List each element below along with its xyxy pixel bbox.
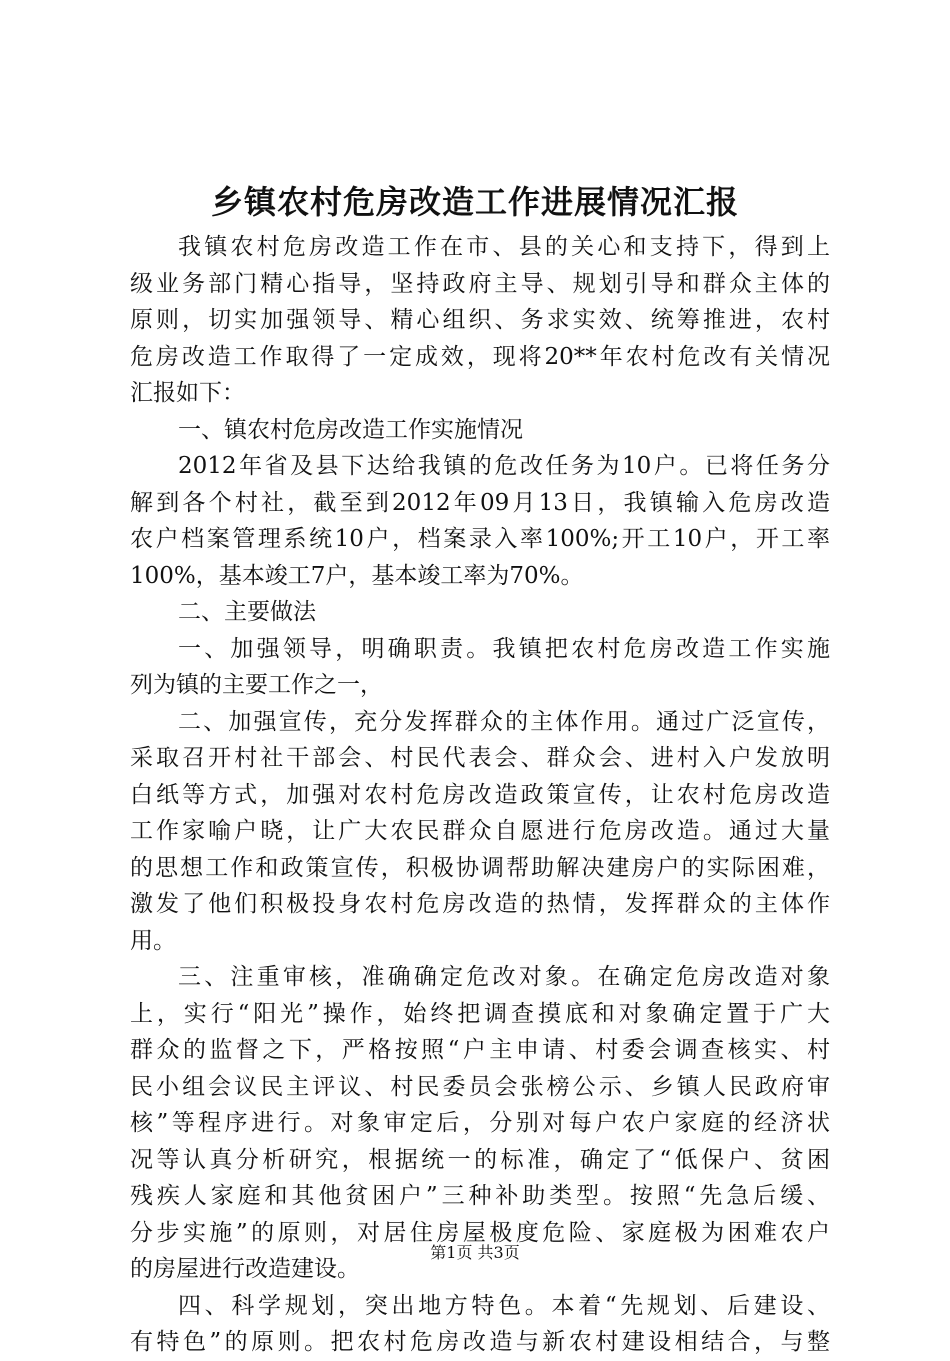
paragraph-line: 原则，切实加强领导、精心组织、务求实效、统筹推进，农村	[130, 307, 830, 333]
paragraph-line: 解到各个村社，截至到2012年09月13日，我镇输入危房改造	[130, 489, 830, 516]
paragraph-line: 分步实施”的原则，对居住房屋极度危险、家庭极为困难农户	[130, 1219, 830, 1246]
paragraph-line: 激发了他们积极投身农村危房改造的热情，发挥群众的主体作	[130, 891, 830, 917]
paragraph-line: 危房改造工作取得了一定成效，现将20**年农村危改有关情况	[130, 343, 830, 370]
paragraph-line: 白纸等方式，加强对农村危房改造政策宣传，让农村危房改造	[130, 781, 830, 808]
paragraph-line: 群众的监督之下，严格按照“户主申请、村委会调查核实、村	[130, 1037, 830, 1063]
paragraph-line: 民小组会议民主评议、村民委员会张榜公示、乡镇人民政府审	[130, 1073, 830, 1100]
paragraph-line: 采取召开村社干部会、村民代表会、群众会、进村入户发放明	[130, 745, 830, 771]
paragraph-line: 的房屋进行改造建设。	[130, 1256, 360, 1282]
section-heading: 二、主要做法	[178, 599, 316, 625]
paragraph-line: 有特色”的原则。把农村危房改造与新农村建设相结合，与整	[130, 1329, 830, 1355]
paragraph-line: 汇报如下：	[130, 380, 245, 406]
section-heading: 一、镇农村危房改造工作实施情况	[178, 416, 523, 443]
document-title: 乡镇农村危房改造工作进展情况汇报	[210, 183, 739, 221]
paragraph-line: 列为镇的主要工作之一，	[130, 672, 383, 698]
paragraph-line: 况等认真分析研究，根据统一的标准，确定了“低保户、贫困	[130, 1146, 830, 1173]
paragraph-line: 2012年省及县下达给我镇的危改任务为10户。已将任务分	[178, 453, 830, 479]
paragraph-line: 残疾人家庭和其他贫困户”三种补助类型。按照“先急后缓、	[130, 1183, 830, 1209]
paragraph-line: 用。	[130, 927, 176, 954]
paragraph-line: 核”等程序进行。对象审定后，分别对每户农户家庭的经济状	[130, 1110, 830, 1136]
paragraph-line: 我镇农村危房改造工作在市、县的关心和支持下，得到上	[178, 234, 830, 260]
paragraph-line: 四、科学规划，突出地方特色。本着“先规划、后建设、	[178, 1292, 830, 1319]
paragraph-line: 三、注重审核，准确确定危改对象。在确定危房改造对象	[178, 964, 830, 990]
paragraph-line: 一、加强领导，明确职责。我镇把农村危房改造工作实施	[178, 635, 830, 662]
paragraph-line: 工作家喻户晓，让广大农民群众自愿进行危房改造。通过大量	[130, 818, 830, 844]
paragraph-line: 级业务部门精心指导，坚持政府主导、规划引导和群众主体的	[130, 270, 830, 297]
paragraph-line: 农户档案管理系统10户，档案录入率100%;开工10户，开工率	[130, 526, 830, 552]
paragraph-line: 的思想工作和政策宣传，积极协调帮助解决建房户的实际困难，	[130, 854, 830, 881]
paragraph-line: 二、加强宣传，充分发挥群众的主体作用。通过广泛宣传，	[178, 708, 830, 735]
paragraph-line: 上，实行“阳光”操作，始终把调查摸底和对象确定置于广大	[130, 1000, 830, 1027]
paragraph-line: 100%，基本竣工7户，基本竣工率为70%。	[130, 562, 584, 589]
document-body	[130, 229, 830, 1361]
page-footer: 第1页 共3页	[430, 1243, 520, 1262]
